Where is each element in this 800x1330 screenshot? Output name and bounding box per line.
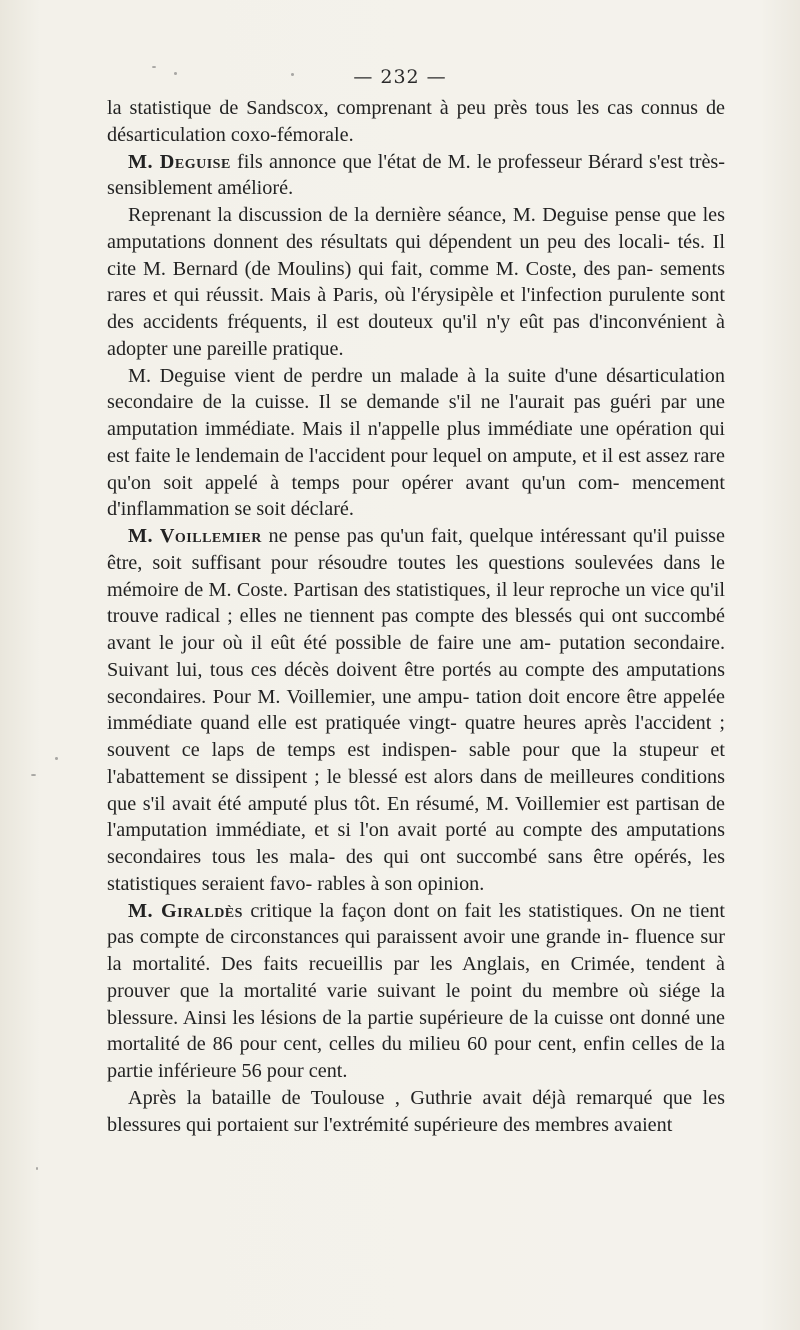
ink-speck [36, 1167, 38, 1170]
speaker-name: M. Deguise [128, 150, 231, 173]
paragraph-5 [107, 523, 725, 898]
paragraph-text: Après la bataille de Toulouse , Guthrie avait déjà remarqué que les blessures qui portaient sur l'extrémité supérieure des membres avaient [107, 1086, 725, 1136]
page-number: — 232 — [353, 66, 447, 88]
speaker-name: M. Voillemier [128, 525, 262, 547]
paragraph-text: Reprenant la discussion de la dernière séance, M. Deguise pense que les amputations donnent des résultats qui dépendent un peu des locali- tés. Il cite M. Bernard (de Moulins) qui fait, comme M. Coste, des pan- sements rares et qui réussit. Mais à Paris, où l'érysipèle et l'infection purulente sont des accidents fréquents, il est douteux qu'il n'y eût pas d'inconvénient à adopter une pareille pratique. [107, 204, 725, 360]
ink-speck [31, 774, 36, 776]
ink-speck [55, 757, 58, 760]
paragraph-3 [107, 202, 725, 363]
ink-speck [291, 73, 294, 76]
paragraph-1 [107, 95, 725, 149]
paragraph-text: la statistique de Sandscox, comprenant à peu près tous les cas connus de désarticulation coxo-fémorale. [107, 97, 725, 146]
ink-speck [174, 72, 177, 75]
paragraph-text: critique la façon dont on fait les statistiques. On ne tient pas compte de circonstances qui paraissent avoir une grande in- fluence sur la mortalité. Des faits recueillis par les Anglais, en Crimée, tendent à prouver que la mortalité varie suivant le point du membre où siége la blessure. Ainsi les lésions de la partie supérieure de la cuisse ont donné une mortalité de 86 pour cent, celles du milieu 60 pour cent, enfin celles de la partie inférieure 56 pour cent. [107, 899, 725, 1082]
page-body [107, 95, 725, 1138]
paragraph-4 [107, 363, 725, 524]
ink-speck [152, 66, 156, 68]
paragraph-text: fils annonce que l'état de M. le professeur Bérard s'est très-sensiblement amélioré. [107, 150, 726, 200]
speaker-name: M. Giraldès [128, 899, 243, 922]
paragraph-6 [107, 898, 725, 1085]
paragraph-text: M. Deguise vient de perdre un malade à la suite d'une désarticulation secondaire de la cuisse. Il se demande s'il ne l'aurait pas guéri par une amputation immédiate. Mais il n'appelle plus immédiate une opération qui est faite le lendemain de l'accident pour lequel on ampute, et il est assez rare qu'on soit appelé à temps pour opérer avant qu'un com- mencement d'inflammation se soit déclaré. [107, 364, 725, 521]
paragraph-2 [107, 149, 725, 203]
paragraph-7 [107, 1085, 725, 1139]
paragraph-text: ne pense pas qu'un fait, quelque intéressant qu'il puisse être, soit suffisant pour résoudre toutes les questions soulevées dans le mémoire de M. Coste. Partisan des statistiques, il leur reproche un vice qu'il trouve radical ; elles ne tiennent pas compte des blessés qui ont succombé avant le jour où il eût été possible de faire une am- putation secondaire. Suivant lui, tous ces décès doivent être portés au compte des amputations secondaires. Pour M. Voillemier, une ampu- tation doit encore être appelée immédiate quand elle est pratiquée vingt- quatre heures après l'accident ; souvent ce laps de temps est indispen- sable pour que la stupeur et l'abattement se dissipent ; le blessé est alors dans de meilleures conditions que s'il avait été amputé plus tôt. En résumé, M. Voillemier est partisan de l'amputation immédiate, et si l'on avait porté au compte des amputations secondaires tous les mala- des qui ont succombé sans être opérés, les statistiques seraient favo- rables à son opinion. [107, 525, 725, 895]
